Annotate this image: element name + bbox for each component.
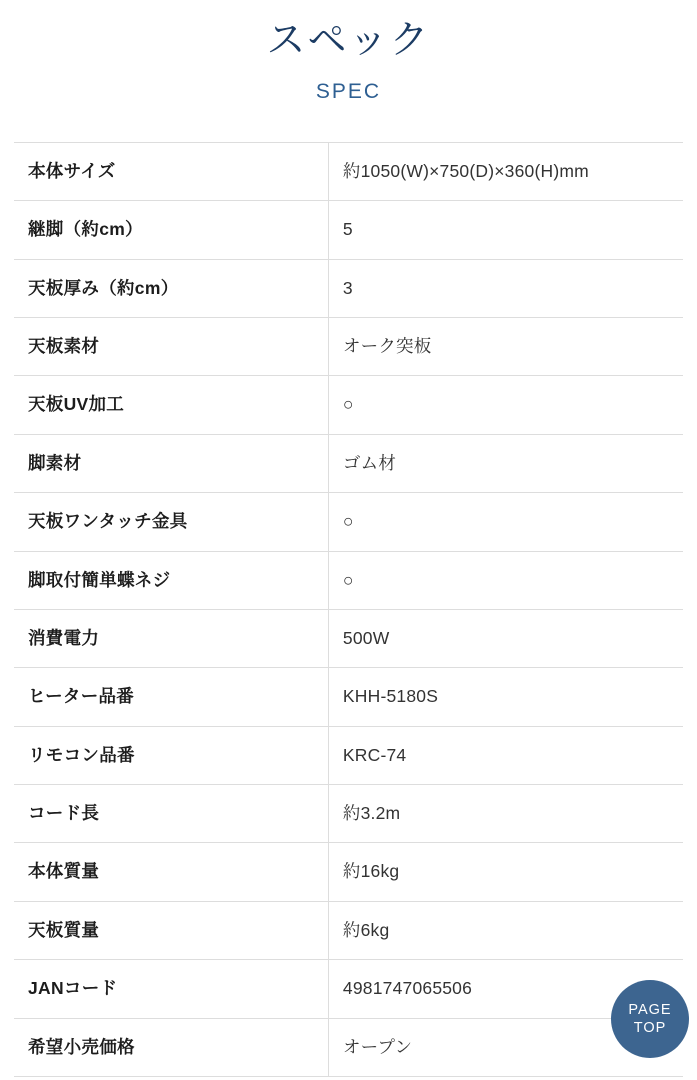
table-row (14, 726, 683, 784)
table-row (14, 551, 683, 609)
table-row (14, 434, 683, 492)
page-title: スペック (266, 19, 431, 62)
spec-value: 約3.2m (342, 803, 401, 824)
spec-label: 天板ワンタッチ金具 (14, 493, 328, 551)
table-row (14, 960, 683, 1018)
spec-table-wrapper (0, 142, 697, 1077)
spec-table (14, 142, 683, 1077)
table-row (14, 201, 683, 259)
page-top-button[interactable] (611, 980, 689, 1058)
spec-value: 500W (342, 627, 390, 648)
spec-label: 継脚（約cm） (14, 201, 328, 259)
spec-label: リモコン品番 (14, 726, 328, 784)
table-row (14, 493, 683, 551)
spec-label: 天板質量 (14, 901, 328, 959)
table-row (14, 259, 683, 317)
spec-header (0, 0, 697, 104)
page-top-label-line1: PAGE (628, 1001, 672, 1018)
spec-value: ○ (342, 511, 354, 532)
spec-value: 3 (342, 277, 353, 298)
spec-label: コード長 (14, 785, 328, 843)
spec-value: オープン (342, 1036, 413, 1057)
spec-value: 約1050(W)×750(D)×360(H)mm (342, 160, 589, 181)
spec-label: 天板UV加工 (14, 376, 328, 434)
table-row (14, 142, 683, 200)
spec-label: 本体サイズ (14, 142, 328, 200)
table-row (14, 901, 683, 959)
table-row (14, 1018, 683, 1076)
spec-value: 約16kg (342, 861, 400, 882)
spec-label: JANコード (14, 960, 328, 1018)
spec-label: 希望小売価格 (14, 1018, 328, 1076)
table-row (14, 609, 683, 667)
table-row (14, 318, 683, 376)
spec-value: ○ (342, 394, 354, 415)
spec-table-body (14, 142, 683, 1076)
table-row (14, 376, 683, 434)
spec-label: 天板素材 (14, 318, 328, 376)
spec-value: オーク突板 (342, 336, 432, 357)
table-row (14, 668, 683, 726)
page-top-label-line2: TOP (633, 1020, 667, 1036)
spec-value: 5 (342, 219, 353, 240)
spec-label: 天板厚み（約cm） (14, 259, 328, 317)
spec-value: ○ (342, 569, 354, 590)
spec-value: 4981747065506 (342, 978, 473, 999)
spec-label: 脚取付簡単蝶ネジ (14, 551, 328, 609)
spec-value: KHH-5180S (342, 686, 439, 707)
spec-value: ゴム材 (342, 452, 397, 473)
page-subtitle: SPEC (315, 79, 382, 103)
spec-value: KRC-74 (342, 744, 407, 765)
spec-label: 消費電力 (14, 609, 328, 667)
table-row (14, 785, 683, 843)
spec-label: 本体質量 (14, 843, 328, 901)
spec-value: 約6kg (342, 919, 390, 940)
spec-label: ヒーター品番 (14, 668, 328, 726)
spec-label: 脚素材 (14, 434, 328, 492)
table-row (14, 843, 683, 901)
